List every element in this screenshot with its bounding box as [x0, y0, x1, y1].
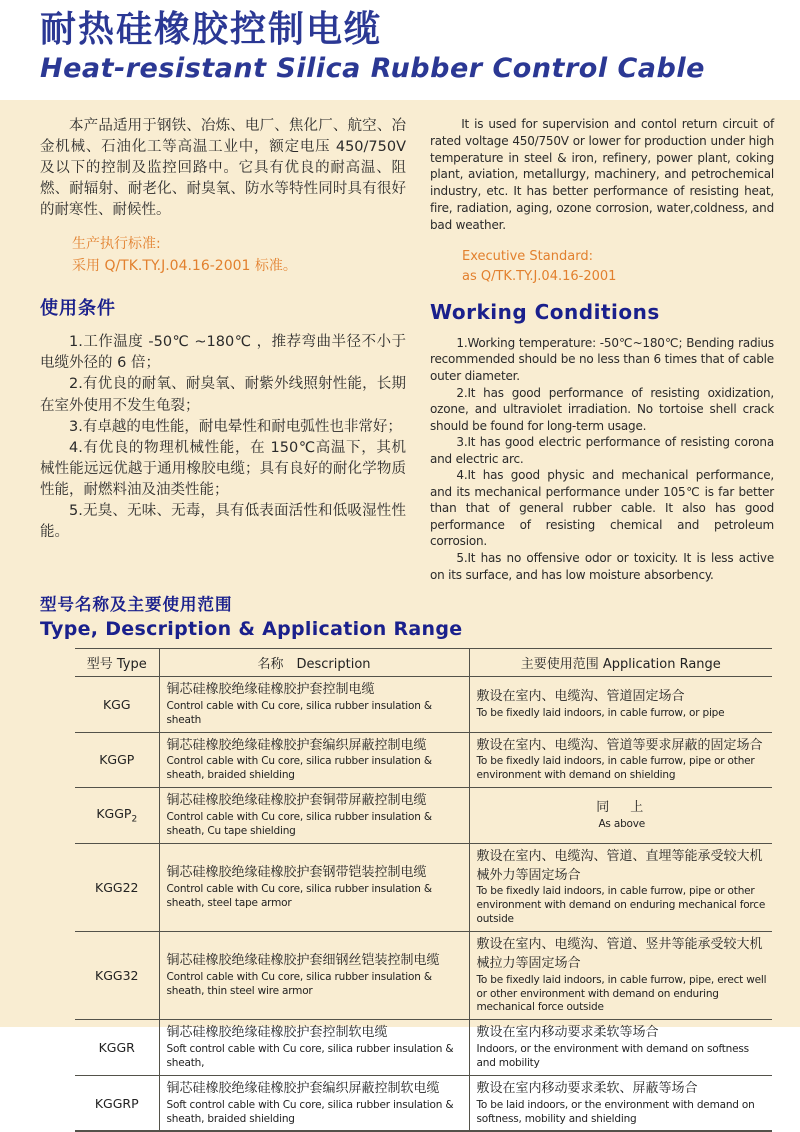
range-en: As above	[598, 817, 646, 830]
col-header-range: 主要使用范围 Application Range	[469, 649, 772, 677]
standard-value-zh: 采用 Q/TK.TY.J.04.16-2001 标准。	[72, 257, 297, 274]
condition-item-en: 4.It has good physic and mechanical performance, and its mechanical performance under 105℃ is far better than that of general rubber cable. It also has good performance of resisting chemical and petroleum corrosion.	[430, 468, 774, 549]
page-title-zh: 耐热硅橡胶控制电缆	[40, 9, 383, 50]
description-zh: 铜芯硅橡胶绝缘硅橡胶护套编织屏蔽控制软电缆	[166, 1080, 440, 1096]
table-row	[75, 788, 772, 844]
type-section-heading-zh: 型号名称及主要使用范围	[40, 595, 233, 615]
cell-application-range	[469, 1075, 772, 1131]
cell-type: KGGRP	[94, 1095, 139, 1111]
cell-description	[159, 677, 469, 733]
range-zh: 敷设在室内、电缆沟、管道、竖井等能承受较大机械拉力等固定场合	[476, 937, 763, 971]
range-zh: 敷设在室内、电缆沟、管道固定场合	[476, 688, 685, 704]
type-table	[75, 648, 772, 1132]
col-header-type: 型号 Type	[86, 657, 147, 673]
cell-type: KGG	[102, 696, 131, 712]
description-zh: 铜芯硅橡胶绝缘硅橡胶护套钢带铠装控制电缆	[166, 865, 427, 881]
range-en: To be fixedly laid indoors, in cable furrow, pipe, erect well or other environment with demand on enduring mechanical force outside	[476, 973, 767, 1014]
range-zh: 敷设在室内、电缆沟、管道、直埋等能承受较大机械外力等固定场合	[476, 848, 763, 883]
range-en: To be laid indoors, or the environment with demand on softness, mobility and shielding	[476, 1098, 755, 1125]
standard-label-en: Executive Standard:	[462, 248, 593, 264]
range-zh: 敷设在室内移动要求柔软等场合	[476, 1025, 659, 1041]
table-row	[75, 932, 772, 1020]
condition-item-en: 5.It has no offensive odor or toxicity. It is less active on its surface, and has low moisture absorbency.	[430, 550, 774, 582]
table-row	[75, 843, 772, 931]
condition-item-zh: 1.工作温度 -50℃ ~180℃ ，推荐弯曲半径不小于电缆外径的 6 倍；	[40, 334, 406, 372]
cell-description	[159, 732, 469, 788]
cell-application-range	[469, 1020, 772, 1076]
conditions-list-zh	[40, 332, 406, 542]
condition-item-zh: 4.有优良的物理机械性能，在 150℃高温下，其机械性能远远优越于通用橡胶电缆；具有良好的耐化学物质性能，耐燃料油及油类性能；	[40, 439, 406, 498]
conditions-heading-en: Working Conditions	[430, 299, 660, 324]
executive-standard-en	[462, 247, 774, 287]
cell-description	[159, 788, 469, 844]
condition-item-zh: 5.无臭、无味、无毒，具有低表面活性和低吸湿性性能。	[40, 502, 406, 540]
range-zh: 敷设在室内移动要求柔软、屏蔽等场合	[476, 1080, 698, 1096]
condition-item-en: 2.It has good performance of resisting oxidization, ozone, and ultraviolet irradiation. No tortoise shell crack should be found for long-term usage.	[430, 385, 774, 433]
description-en: Control cable with Cu core, silica rubber insulation & sheath, thin steel wire armor	[166, 971, 432, 998]
title-block	[0, 0, 800, 100]
range-en: To be fixedly laid indoors, in cable furrow, or pipe	[476, 706, 725, 719]
cell-application-range	[469, 732, 772, 788]
page-title-en: Heat-resistant Silica Rubber Control Cable	[40, 53, 705, 85]
cell-description	[159, 843, 469, 931]
intro-paragraph-zh: 本产品适用于钢铁、冶炼、电厂、焦化厂、航空、冶金机械、石油化工等高温工业中，额定电压 450/750V 及以下的控制及监控回路中。它具有优良的耐高温、阻燃、耐辐射、耐老化、耐臭氧、防水等特性同时具有很好的耐寒性、耐候性。	[40, 118, 406, 219]
cell-type: KGGR	[98, 1040, 135, 1056]
condition-item-zh: 3.有卓越的电性能，耐电晕性和耐电弧性也非常好；	[69, 418, 402, 435]
description-en: Soft control cable with Cu core, silica rubber insulation & sheath, braided shielding	[166, 1098, 454, 1125]
cell-type: KGG22	[95, 879, 139, 895]
chinese-column	[40, 116, 406, 583]
type-section-heading-en: Type, Description & Application Range	[40, 618, 463, 641]
description-en: Control cable with Cu core, silica rubber insulation & sheath, steel tape armor	[166, 882, 432, 909]
description-zh: 铜芯硅橡胶绝缘硅橡胶护套控制软电缆	[166, 1025, 388, 1041]
description-zh: 铜芯硅橡胶绝缘硅橡胶护套编织屏蔽控制电缆	[166, 737, 427, 753]
executive-standard-zh	[72, 234, 406, 277]
type-subscript: 2	[131, 814, 138, 825]
intro-columns	[40, 116, 774, 583]
range-en: Indoors, or the environment with demand on softness and mobility	[476, 1043, 749, 1069]
table-row	[75, 1075, 772, 1131]
range-en: To be fixedly laid indoors, in cable furrow, pipe or other environment with demand on enduring mechanical force outside	[476, 885, 766, 926]
table-header-row	[75, 649, 772, 677]
table-row	[75, 1020, 772, 1076]
intro-paragraph-en: It is used for supervision and contol return circuit of rated voltage 450/750V or lower for production under high temperature in steel & iron, refinery, power plant, coking plant, aviation, metallurgy, machinery, and petrochemical industry, etc. It has better performance of resisting heat, fire, radiation, aging, ozone corrosion, water,coldness, and bad weather.	[430, 117, 774, 232]
conditions-list-en	[430, 335, 774, 583]
description-zh: 铜芯硅橡胶绝缘硅橡胶护套控制电缆	[166, 682, 375, 698]
condition-item-zh: 2.有优良的耐氧、耐臭氧、耐紫外线照射性能，长期在室外使用不发生龟裂；	[40, 376, 406, 414]
conditions-heading-zh: 使用条件	[40, 298, 116, 320]
description-en: Control cable with Cu core, silica rubber insulation & sheath, braided shielding	[166, 755, 432, 782]
cell-application-range	[469, 843, 772, 931]
condition-item-en: 1.Working temperature: -50℃~180℃; Bending radius recommended should be no less than 6 times that of cable outer diameter.	[430, 335, 774, 383]
cell-type: $KGGP_2$	[96, 806, 138, 825]
range-en: To be fixedly laid indoors, in cable furrow, pipe or other environment with demand on shielding	[476, 755, 755, 782]
table-row	[75, 732, 772, 788]
cell-application-range	[469, 788, 772, 844]
condition-item-en: 3.It has good electric performance of resisting corona and electric arc.	[430, 435, 774, 466]
cell-type: KGG32	[95, 968, 139, 984]
description-en: Control cable with Cu core, silica rubber insulation & sheath, Cu tape shielding	[166, 811, 432, 837]
english-column	[430, 116, 774, 583]
standard-value-en: as Q/TK.TY.J.04.16-2001	[462, 268, 617, 284]
range-zh: 敷设在室内、电缆沟、管道等要求屏蔽的固定场合	[476, 737, 763, 753]
table-row	[75, 677, 772, 733]
cell-description	[159, 932, 469, 1020]
col-header-desc: 名称 Description	[159, 649, 469, 677]
description-zh: 铜芯硅橡胶绝缘硅橡胶护套细钢丝铠装控制电缆	[166, 953, 440, 969]
description-zh: 铜芯硅橡胶绝缘硅橡胶护套铜带屏蔽控制电缆	[166, 793, 427, 809]
document-sheet	[0, 100, 800, 1125]
cell-application-range	[469, 677, 772, 733]
cell-type: KGGP	[99, 752, 135, 768]
standard-label-zh: 生产执行标准:	[72, 236, 161, 253]
description-en: Control cable with Cu core, silica rubber insulation & sheath	[166, 699, 432, 726]
description-en: Soft control cable with Cu core, silica rubber insulation & sheath,	[166, 1043, 454, 1069]
range-zh: 同 上	[596, 800, 648, 816]
cell-application-range	[469, 932, 772, 1020]
cell-description	[159, 1075, 469, 1131]
cell-description	[159, 1020, 469, 1076]
